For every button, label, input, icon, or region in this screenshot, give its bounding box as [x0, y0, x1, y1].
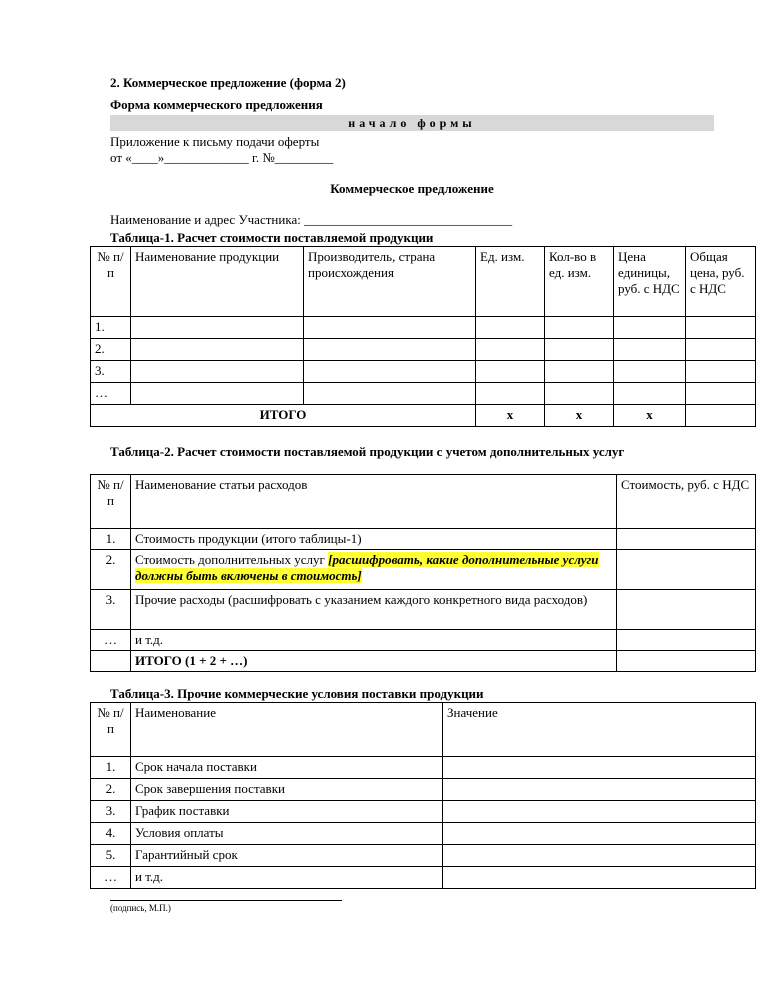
- table-row: [91, 590, 756, 630]
- row-number: 1.: [91, 317, 131, 339]
- table-row: [91, 845, 756, 867]
- row-name-text: Стоимость дополнительных услуг: [135, 552, 329, 567]
- table2-caption: Таблица-2. Расчет стоимости поставляемой продукции с учетом дополнительных услуг: [110, 444, 625, 459]
- table-row: [91, 339, 756, 361]
- row-number: 3.: [91, 361, 131, 383]
- form-title: Форма коммерческого предложения: [110, 97, 323, 112]
- row-number: 2.: [91, 550, 131, 590]
- row-name: Условия оплаты: [131, 823, 443, 845]
- row-number: 2.: [91, 339, 131, 361]
- table1-total-unit: х: [476, 405, 545, 427]
- table-row: [91, 317, 756, 339]
- table2-total-row: [91, 651, 756, 672]
- row-name: Гарантийный срок: [131, 845, 443, 867]
- table-row: [91, 823, 756, 845]
- table-row: [91, 779, 756, 801]
- table1-header-total: Общая цена, руб. с НДС: [686, 247, 756, 317]
- highlighted-note: [расшифровать, какие дополнительные услуги должны быть включены в стоимость]: [135, 552, 599, 583]
- table-row: [91, 757, 756, 779]
- row-number: 2.: [91, 779, 131, 801]
- table1-header-num: № п/п: [91, 247, 131, 317]
- table1-caption: Таблица-1. Расчет стоимости поставляемой продукции: [110, 230, 434, 245]
- table3: [90, 702, 756, 889]
- signature-caption: (подпись, М.П.): [110, 903, 171, 913]
- row-number: 1.: [91, 757, 131, 779]
- row-number: …: [91, 630, 131, 651]
- table2-header-cost: Стоимость, руб. с НДС: [617, 475, 756, 529]
- table2: [90, 474, 756, 672]
- participant-line: Наименование и адрес Участника: ________________________________: [110, 212, 513, 227]
- row-name: и т.д.: [131, 867, 443, 889]
- table2-header-name: Наименование статьи расходов: [131, 475, 617, 529]
- row-name: и т.д.: [131, 630, 617, 651]
- attachment-line-1: Приложение к письму подачи оферты: [110, 134, 320, 149]
- table-row: [91, 383, 756, 405]
- row-name: График поставки: [131, 801, 443, 823]
- table3-header-row: [91, 703, 756, 757]
- table-row: [91, 630, 756, 651]
- table1-total-label: ИТОГО: [91, 405, 476, 427]
- section-title: 2. Коммерческое предложение (форма 2): [110, 75, 346, 90]
- row-number: 3.: [91, 801, 131, 823]
- attachment-line-2: от «____»_____________ г. №_________: [110, 150, 334, 165]
- table2-header-num: № п/п: [91, 475, 131, 529]
- table-row: [91, 867, 756, 889]
- row-name: Срок завершения поставки: [131, 779, 443, 801]
- table3-caption: Таблица-3. Прочие коммерческие условия поставки продукции: [110, 686, 484, 701]
- table1-header-name: Наименование продукции: [131, 247, 304, 317]
- row-name: [131, 550, 617, 590]
- row-number: …: [91, 867, 131, 889]
- document-title: Коммерческое предложение: [330, 181, 494, 196]
- table-row: [91, 529, 756, 550]
- row-number: 5.: [91, 845, 131, 867]
- row-name: Прочие расходы (расшифровать с указанием каждого конкретного вида расходов): [131, 590, 617, 630]
- row-name: Стоимость продукции (итого таблицы-1): [131, 529, 617, 550]
- table1: [90, 246, 756, 427]
- table3-header-value: Значение: [443, 703, 756, 757]
- table-row: [91, 550, 756, 590]
- table2-total-label: ИТОГО (1 + 2 + …): [131, 651, 617, 672]
- table1-header-price: Цена единицы, руб. с НДС: [614, 247, 686, 317]
- row-number: 1.: [91, 529, 131, 550]
- row-number: 4.: [91, 823, 131, 845]
- table1-total-qty: х: [545, 405, 614, 427]
- table3-header-num: № п/п: [91, 703, 131, 757]
- table-row: [91, 361, 756, 383]
- table1-header-producer: Производитель, страна происхождения: [304, 247, 476, 317]
- form-start-banner: начало формы: [110, 115, 714, 131]
- row-number: 3.: [91, 590, 131, 630]
- signature-line: [110, 900, 342, 901]
- table1-header-row: [91, 247, 756, 317]
- table1-total-price: х: [614, 405, 686, 427]
- row-number: …: [91, 383, 131, 405]
- table2-header-row: [91, 475, 756, 529]
- table1-header-unit: Ед. изм.: [476, 247, 545, 317]
- table1-total-row: [91, 405, 756, 427]
- row-name: Срок начала поставки: [131, 757, 443, 779]
- table1-header-qty: Кол-во в ед. изм.: [545, 247, 614, 317]
- table-row: [91, 801, 756, 823]
- table3-header-name: Наименование: [131, 703, 443, 757]
